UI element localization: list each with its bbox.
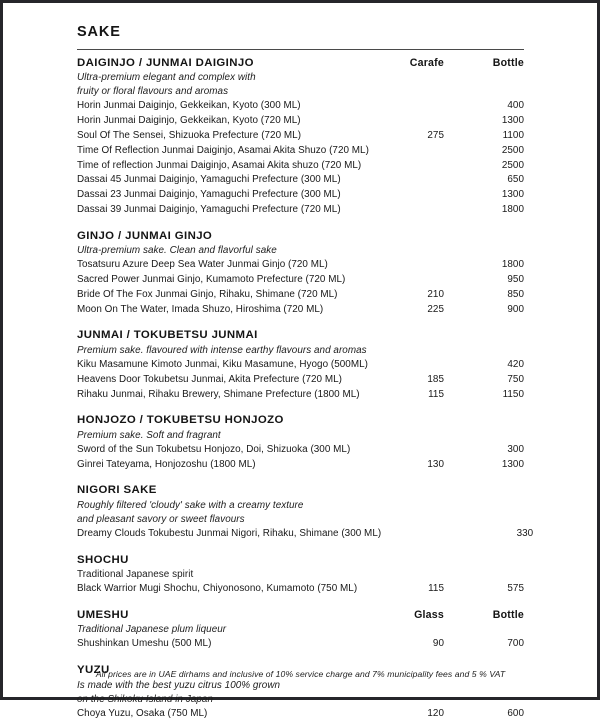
menu-item-price-second: 950 bbox=[507, 274, 524, 286]
section-description-line: Premium sake. flavoured with intense earthy flavours and aromas bbox=[77, 344, 367, 356]
title-divider bbox=[77, 49, 524, 50]
menu-item-price-first: 120 bbox=[427, 707, 444, 719]
menu-section bbox=[77, 608, 524, 652]
column-header-second: Bottle bbox=[492, 608, 524, 621]
menu-item-name: Dassai 23 Junmai Daiginjo, Yamaguchi Prefecture (300 ML) bbox=[77, 189, 341, 201]
menu-item-name: Heavens Door Tokubetsu Junmai, Akita Prefecture (720 ML) bbox=[77, 373, 342, 385]
menu-section bbox=[77, 483, 534, 541]
menu-item-price-first: 225 bbox=[427, 303, 444, 315]
price-disclaimer: All prices are in UAE dirhams and inclusive of 10% service charge and 7% municipality fees and 5 % VAT bbox=[95, 668, 506, 679]
menu-item-row bbox=[77, 273, 524, 288]
menu-item-name: Bride Of The Fox Junmai Ginjo, Rihaku, Shimane (720 ML) bbox=[77, 288, 338, 300]
menu-item-price-second: 1300 bbox=[501, 189, 524, 201]
menu-item-name: Tosatsuru Azure Deep Sea Water Junmai Ginjo (720 ML) bbox=[77, 259, 328, 271]
menu-item-row bbox=[77, 144, 524, 159]
menu-item-name: Horin Junmai Daiginjo, Gekkeikan, Kyoto (720 ML) bbox=[77, 115, 301, 127]
menu-item-price-second: 1800 bbox=[501, 259, 524, 271]
section-header bbox=[77, 328, 524, 343]
section-title: UMESHU bbox=[77, 608, 129, 621]
menu-item-row bbox=[77, 443, 524, 458]
section-title: NIGORI SAKE bbox=[77, 484, 157, 497]
column-header-second: Bottle bbox=[492, 56, 524, 69]
section-description-line: Ultra-premium sake. Clean and flavorful sake bbox=[77, 245, 277, 257]
menu-item-row bbox=[77, 527, 534, 542]
section-description-line: Traditional Japanese plum liqueur bbox=[77, 624, 227, 636]
section-header bbox=[77, 553, 524, 568]
section-title: GINJO / JUNMAI GINJO bbox=[77, 229, 213, 242]
section-items bbox=[77, 527, 534, 542]
menu-item-price-second: 750 bbox=[507, 373, 524, 385]
section-header bbox=[77, 229, 524, 244]
section-title: HONJOZO / TOKUBETSU HONJOZO bbox=[77, 414, 284, 427]
menu-item-name: Moon On The Water, Imada Shuzo, Hiroshima (720 ML) bbox=[77, 303, 324, 315]
menu-item-price-second: 850 bbox=[507, 288, 524, 300]
menu-item-price-second: 1800 bbox=[501, 204, 524, 216]
menu-section bbox=[77, 328, 524, 402]
section-description-line: Traditional Japanese spirit bbox=[77, 569, 194, 581]
section-items bbox=[77, 707, 524, 721]
menu-item-price-first: 115 bbox=[428, 583, 444, 595]
menu-item-name: Dassai 39 Junmai Daiginjo, Yamaguchi Prefecture (720 ML) bbox=[77, 204, 341, 216]
menu-item-name: Sword of the Sun Tokubetsu Honjozo, Doi, Shizuoka (300 ML) bbox=[77, 443, 351, 455]
menu-item-name: Horin Junmai Daiginjo, Gekkeikan, Kyoto (300 ML) bbox=[77, 100, 301, 112]
menu-item-price-second: 1300 bbox=[501, 458, 524, 470]
menu-item-price-second: 2500 bbox=[501, 159, 524, 171]
menu-item-name: Sacred Power Junmai Ginjo, Kumamoto Prefecture (720 ML) bbox=[77, 274, 346, 286]
menu-item-price-second: 400 bbox=[507, 100, 524, 112]
section-items bbox=[77, 443, 524, 473]
section-items bbox=[77, 258, 524, 317]
section-items bbox=[77, 358, 524, 402]
menu-item-price-first: 275 bbox=[427, 130, 444, 142]
column-header-first: Glass bbox=[414, 608, 444, 621]
menu-section bbox=[77, 229, 524, 318]
menu-item-row bbox=[77, 358, 524, 373]
menu-item-name: Choya Yuzu, Osaka (750 ML) bbox=[77, 707, 208, 719]
section-title: YUZU bbox=[77, 664, 110, 677]
section-description-line: Roughly filtered 'cloudy' sake with a creamy texture bbox=[77, 499, 304, 511]
menu-item-price-second: 900 bbox=[507, 303, 524, 315]
menu-item-price-first: 115 bbox=[428, 388, 444, 400]
menu-item-price-first: 130 bbox=[427, 458, 444, 470]
menu-item-name: Dreamy Clouds Tokubestu Junmai Nigori, Rihaku, Shimane (300 ML) bbox=[77, 527, 382, 539]
section-items bbox=[77, 582, 524, 597]
section-description-line: and pleasant savory or sweet flavours bbox=[77, 513, 245, 525]
section-items bbox=[77, 637, 524, 652]
menu-item-row bbox=[77, 288, 524, 303]
section-description-line: Ultra-premium elegant and complex with bbox=[77, 72, 256, 84]
menu-section bbox=[77, 413, 524, 472]
menu-item-price-second: 330 bbox=[516, 527, 534, 539]
menu-item-row bbox=[77, 258, 524, 273]
menu-item-row bbox=[77, 114, 524, 129]
menu-item-row bbox=[77, 99, 524, 114]
menu-item-row bbox=[77, 129, 524, 144]
menu-item-row bbox=[77, 582, 524, 597]
menu-item-name: Ginrei Tateyama, Honjozoshu (1800 ML) bbox=[77, 458, 256, 470]
menu-item-name: Black Warrior Mugi Shochu, Chiyonosono, Kumamoto (750 ML) bbox=[77, 583, 358, 595]
menu-item-price-second: 1150 bbox=[502, 388, 524, 400]
menu-item-price-second: 700 bbox=[507, 638, 524, 650]
menu-item-name: Dassai 45 Junmai Daiginjo, Yamaguchi Prefecture (300 ML) bbox=[77, 174, 341, 186]
menu-section bbox=[77, 56, 524, 218]
menu-item-price-second: 1300 bbox=[501, 115, 524, 127]
section-header bbox=[77, 413, 524, 428]
menu-item-name: Shushinkan Umeshu (500 ML) bbox=[77, 638, 212, 650]
menu-item-price-second: 575 bbox=[507, 583, 524, 595]
menu-item-name: Soul Of The Sensei, Shizuoka Prefecture (720 ML) bbox=[77, 130, 302, 142]
section-description-line: Is made with the best yuzu citrus 100% grown bbox=[77, 679, 281, 691]
menu-item-row bbox=[77, 159, 524, 174]
menu-item-row bbox=[77, 373, 524, 388]
menu-item-row bbox=[77, 458, 524, 473]
menu-sections bbox=[77, 56, 534, 721]
section-header bbox=[77, 483, 524, 498]
menu-item-row bbox=[77, 303, 524, 318]
menu-item-price-second: 300 bbox=[507, 443, 524, 455]
menu-item-name: Kiku Masamune Kimoto Junmai, Kiku Masamune, Hyogo (500ML) bbox=[77, 358, 368, 370]
section-items bbox=[77, 99, 524, 217]
menu-section bbox=[77, 553, 524, 597]
section-header bbox=[77, 608, 524, 623]
menu-item-price-first: 90 bbox=[432, 638, 444, 650]
section-header bbox=[77, 56, 524, 71]
menu-item-price-first: 185 bbox=[427, 373, 444, 385]
menu-item-row bbox=[77, 188, 524, 203]
menu-item-name: Rihaku Junmai, Rihaku Brewery, Shimane Prefecture (1800 ML) bbox=[77, 388, 360, 400]
menu-item-row bbox=[77, 637, 524, 652]
page-title: SAKE bbox=[77, 24, 121, 40]
section-description-line: Premium sake. Soft and fragrant bbox=[77, 429, 221, 441]
menu-item-row bbox=[77, 173, 524, 188]
column-header-first: Carafe bbox=[409, 56, 444, 69]
menu-item-price-first: 210 bbox=[427, 288, 444, 300]
section-title: SHOCHU bbox=[77, 553, 129, 566]
menu-item-name: Time Of Reflection Junmai Daiginjo, Asamai Akita Shuzo (720 ML) bbox=[77, 144, 369, 156]
menu-item-row bbox=[77, 707, 524, 721]
menu-item-price-second: 420 bbox=[507, 358, 524, 370]
section-description-line: fruity or floral flavours and aromas bbox=[77, 86, 229, 98]
section-title: DAIGINJO / JUNMAI DAIGINJO bbox=[77, 56, 254, 69]
menu-item-row bbox=[77, 388, 524, 403]
menu-item-name: Time of reflection Junmai Daiginjo, Asamai Akita shuzo (720 ML) bbox=[77, 159, 362, 171]
menu-item-price-second: 1100 bbox=[502, 130, 524, 142]
section-title: JUNMAI / TOKUBETSU JUNMAI bbox=[77, 329, 258, 342]
menu-item-price-second: 650 bbox=[507, 174, 524, 186]
section-description-line: on the Shikoku Island in Japan bbox=[77, 693, 213, 705]
menu-item-price-second: 600 bbox=[507, 707, 524, 719]
menu-item-price-second: 2500 bbox=[501, 144, 524, 156]
menu-item-row bbox=[77, 203, 524, 218]
